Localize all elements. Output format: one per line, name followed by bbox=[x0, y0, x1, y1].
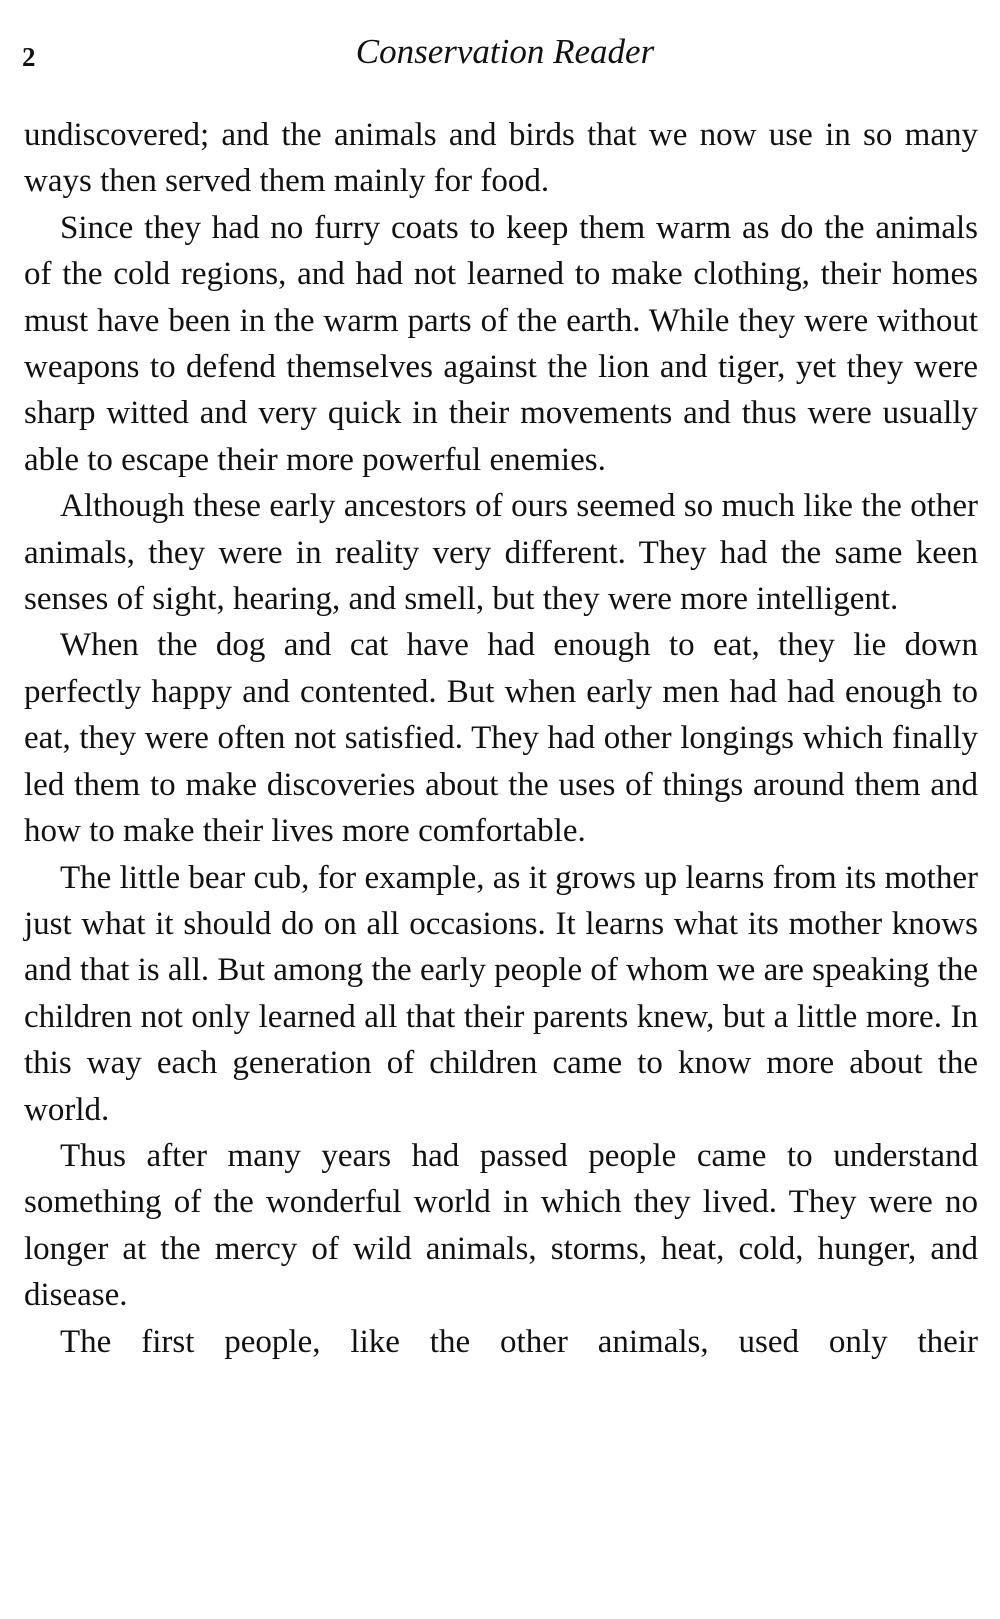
paragraph: The little bear cub, for example, as it grows up learns from its mother just what it should do on all occasions. It learns what its mother knows and that is all. But among the early people of whom we are speaking the children not only learned all that their parents knew, but a little more. In this way each generation of children came to know more about the world. bbox=[24, 859, 978, 1128]
paragraph-continues-next-page: The first people, like the other animals, used only their bbox=[60, 1323, 978, 1360]
page-header bbox=[22, 28, 980, 78]
paragraph-continued: undiscovered; and the animals and birds that we now use in so many ways then served them mainly for food. bbox=[24, 117, 978, 200]
body-text bbox=[24, 112, 978, 1365]
paragraph: Although these early ancestors of ours seemed so much like the other animals, they were in reality very different. They had the same keen senses of sight, hearing, and smell, but they were more intelligent. bbox=[24, 488, 978, 618]
paragraph: Thus after many years had passed people came to understand something of the wonderful world in which they lived. They were no longer at the mercy of wild animals, storms, heat, cold, hunger, and disease. bbox=[24, 1137, 978, 1314]
paragraph: When the dog and cat have had enough to eat, they lie down perfectly happy and contented. But when early men had had enough to eat, they were often not satisfied. They had other longings which finally led them to make discoveries about the uses of things around them and how to make their lives more comfortable. bbox=[24, 627, 978, 850]
page-number: 2 bbox=[22, 42, 36, 72]
running-head: Conservation Reader bbox=[355, 32, 655, 71]
paragraph: Since they had no furry coats to keep them warm as do the animals of the cold regions, and had not learned to make clothing, their homes must have been in the warm parts of the earth. While they were without weapons to defend themselves against the lion and tiger, yet they were sharp witted and very quick in their movements and thus were usually able to escape their more powerful enemies. bbox=[24, 209, 978, 478]
